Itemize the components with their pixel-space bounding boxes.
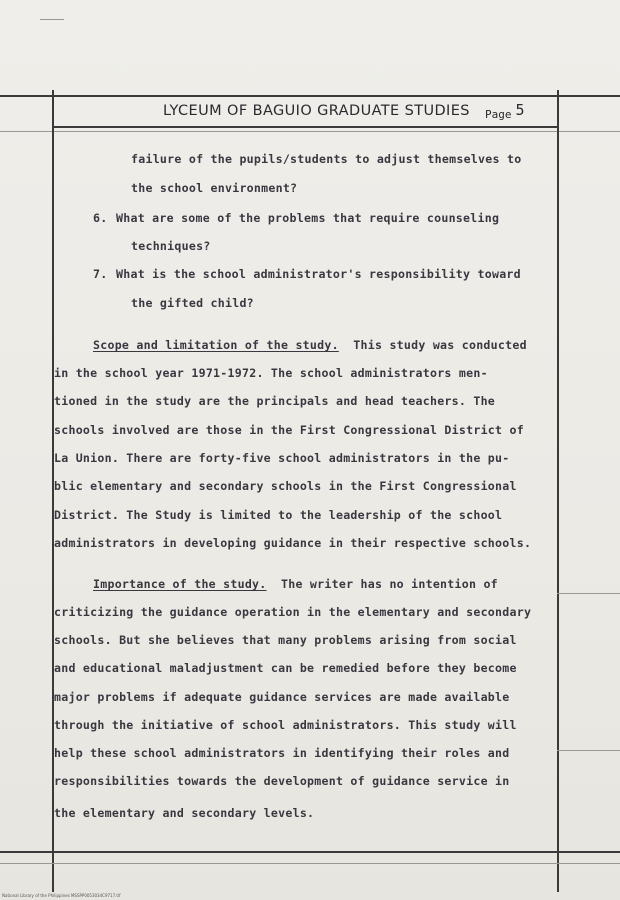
top-rule-shadow — [0, 131, 620, 132]
scope-line-1-rest: This study was conducted — [353, 338, 527, 352]
question-6-number: 6. — [93, 211, 108, 225]
right-margin-rule — [557, 90, 559, 892]
importance-paragraph-line-1 — [93, 577, 498, 591]
scan-footer: National Library of the Philippines MSSPP0053034C9717.tif — [2, 893, 121, 898]
question-7-line-2: the gifted child? — [131, 296, 254, 310]
question-7-line-1: What is the school administrator's responsibility toward — [116, 267, 521, 281]
right-edge-rule-1 — [557, 593, 620, 594]
scope-paragraph-line-8: administrators in developing guidance in their respective schools. — [54, 536, 532, 550]
scope-paragraph-line-5: La Union. There are forty-five school administrators in the pu- — [54, 451, 510, 465]
scope-paragraph-line-3: tioned in the study are the principals and head teachers. The — [54, 394, 496, 408]
importance-paragraph-line-8: responsibilities towards the development of guidance service in — [54, 774, 510, 788]
importance-paragraph-line-9: the elementary and secondary levels. — [54, 806, 315, 820]
right-edge-rule-2 — [557, 750, 620, 751]
importance-paragraph-line-4: and educational maladjustment can be remedied before they become — [54, 661, 517, 675]
question-5-line-2: the school environment? — [131, 181, 298, 195]
top-rule — [0, 95, 620, 97]
top-corner-mark — [40, 19, 64, 20]
page-number — [485, 101, 525, 122]
scope-paragraph-line-6: blic elementary and secondary schools in the First Congressional — [54, 479, 517, 493]
header-title: LYCEUM OF BAGUIO GRADUATE STUDIES — [163, 103, 470, 119]
header-bottom-rule — [52, 126, 558, 128]
importance-paragraph-line-6: through the initiative of school administrators. This study will — [54, 718, 517, 732]
question-5-line-1: failure of the pupils/students to adjust themselves to — [131, 152, 522, 166]
question-6-line-2: techniques? — [131, 239, 211, 253]
scope-paragraph-line-2: in the school year 1971-1972. The school administrators men- — [54, 366, 488, 380]
bottom-rule-shadow — [0, 863, 620, 864]
question-6-line-1: What are some of the problems that require counseling — [116, 211, 500, 225]
bottom-rule — [0, 851, 620, 853]
scope-paragraph-line-1 — [93, 338, 527, 352]
page-number-value: 5 — [515, 101, 525, 119]
scope-paragraph-line-7: District. The Study is limited to the leadership of the school — [54, 508, 503, 522]
scope-heading: Scope and limitation of the study. — [93, 338, 339, 352]
importance-paragraph-line-7: help these school administrators in identifying their roles and — [54, 746, 510, 760]
importance-paragraph-line-5: major problems if adequate guidance services are made available — [54, 690, 510, 704]
importance-line-1-rest: The writer has no intention of — [281, 577, 498, 591]
question-7-number: 7. — [93, 267, 108, 281]
page-label: Page — [485, 108, 512, 121]
importance-paragraph-line-2: criticizing the guidance operation in the elementary and secondary — [54, 605, 532, 619]
importance-paragraph-line-3: schools. But she believes that many problems arising from social — [54, 633, 517, 647]
importance-heading: Importance of the study. — [93, 577, 267, 591]
scope-paragraph-line-4: schools involved are those in the First Congressional District of — [54, 423, 524, 437]
